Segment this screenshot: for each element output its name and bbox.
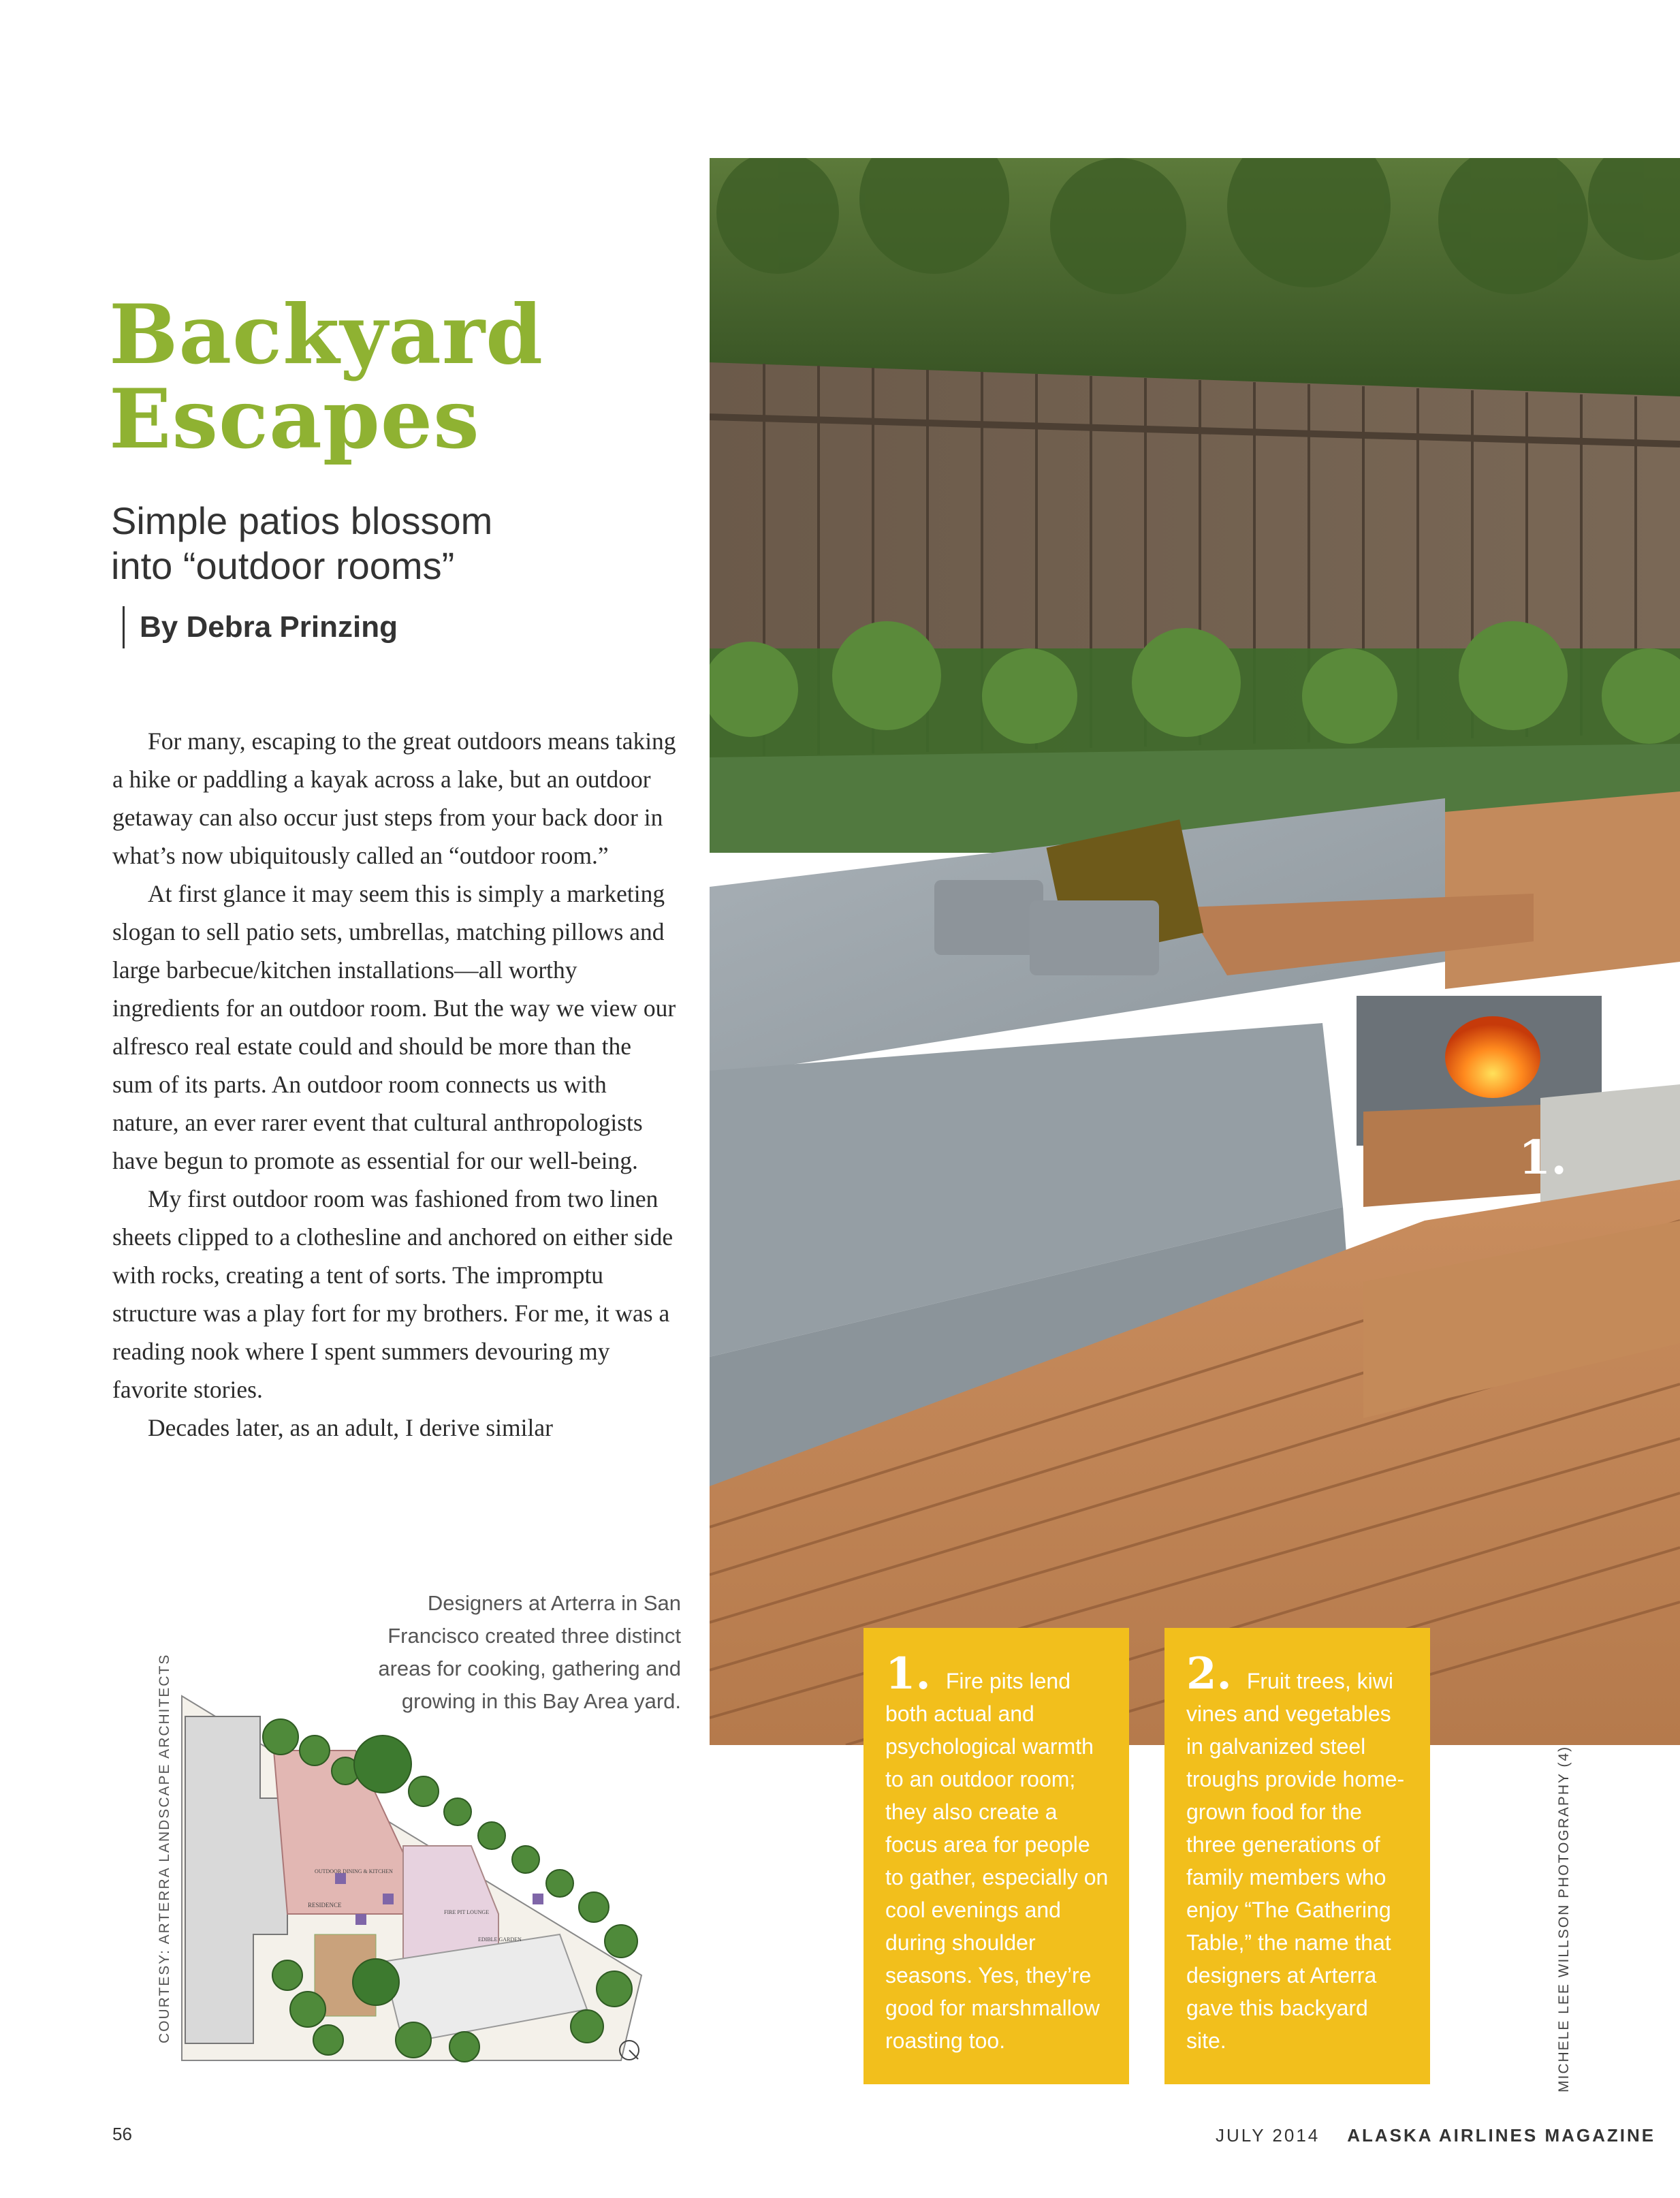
- plan-tree: [512, 1846, 539, 1873]
- subtitle-line-2: into “outdoor rooms”: [111, 544, 455, 587]
- plan-label-residence: RESIDENCE: [308, 1902, 342, 1909]
- plan-tree: [409, 1776, 439, 1806]
- photo-fire: [1445, 1016, 1540, 1098]
- plan-tree: [313, 2025, 343, 2055]
- body-paragraph-2: At first glance it may seem this is simply a marketing slogan to sell patio sets, umbrellas, matching pillows and large barbecue/kitchen installations—all worthy ingredients for an outdoor room. But the way we view our alfresco real estate could and should be more than the sum of its parts. An outdoor room connects us with nature, an ever rarer event that cultural anthropologists have begun to promote as essential for our well-being.: [112, 880, 676, 1174]
- article-subtitle: [111, 499, 629, 588]
- photo-pillow-grey-1: [934, 880, 1043, 955]
- plan-chair: [533, 1894, 543, 1904]
- callout-number: 1.: [885, 1648, 931, 1699]
- photo-pillow-grey-2: [1030, 900, 1159, 975]
- plan-tree: [353, 1959, 399, 2005]
- photo-firepit-step: [1363, 1105, 1540, 1207]
- diagram-credit: COURTESY: ARTERRA LANDSCAPE ARCHITECTS: [157, 1653, 172, 2043]
- site-plan-diagram: [178, 1689, 648, 2071]
- plan-tree: [290, 1992, 326, 2027]
- plan-label-lounge: FIRE PIT LOUNGE: [444, 1909, 490, 1915]
- issue-date: JULY 2014: [1216, 2125, 1320, 2146]
- title-line-1: Backyard: [109, 287, 543, 383]
- callout-number: 2.: [1186, 1648, 1232, 1699]
- plan-tree: [605, 1925, 637, 1958]
- callout-text: Fire pits lend both actual and psychological warmth to an outdoor room; they also create a focus area for people to gather, especially on cool evenings and during shoulder seasons. Yes, they’re good for marshmallow roasting too.: [885, 1669, 1109, 2053]
- plan-tree: [546, 1870, 573, 1897]
- body-paragraph-3: My first outdoor room was fashioned from two linen sheets clipped to a clothesline and anchored on either side with rocks, creating a tent of sorts. The impromptu structure was a play fort for my brothers. For me, it was a reading nook where I spent summers devouring my favorite stories.: [112, 1185, 673, 1403]
- plan-chair: [355, 1914, 366, 1925]
- plan-label-garden: EDIBLE GARDEN: [478, 1936, 522, 1943]
- title-line-2: Escapes: [109, 371, 480, 467]
- plan-label-dining: OUTDOOR DINING & KITCHEN: [315, 1868, 393, 1874]
- page-number: 56: [112, 2124, 132, 2144]
- body-paragraph-1: For many, escaping to the great outdoors means taking a hike or paddling a kayak across a lake, but an outdoor getaway can also occur just steps from your back door in what’s now ubiquitously called an “outdoor room.”: [112, 727, 676, 869]
- plan-tree: [444, 1798, 471, 1825]
- plan-tree: [354, 1736, 411, 1793]
- plan-chair: [383, 1894, 394, 1904]
- callout-fire-pits: [863, 1628, 1129, 2084]
- magazine-name: ALASKA AIRLINES MAGAZINE: [1347, 2125, 1656, 2146]
- subtitle-line-1: Simple patios blossom: [111, 499, 493, 542]
- photo-wooden-bench: [1445, 791, 1680, 989]
- callout-fruit-trees: [1164, 1628, 1430, 2084]
- article-title: [109, 287, 627, 467]
- callout-text: Fruit trees, kiwi vines and vegetables in galvanized steel troughs provide home-grown food for the three generations of family members who enjoy “The Gathering Table,” the name that designers at Arterra gave this backyard site.: [1186, 1669, 1405, 2053]
- plan-tree: [478, 1822, 505, 1849]
- plan-lounge-area: [403, 1846, 498, 1962]
- plan-chair: [335, 1873, 346, 1884]
- plan-tree: [300, 1736, 330, 1765]
- plan-tree: [579, 1892, 609, 1922]
- photo-number-label: 1.: [1519, 1131, 1567, 1185]
- page-footer: [1216, 2125, 1655, 2146]
- plan-tree: [272, 1960, 302, 1990]
- plan-tree: [263, 1719, 298, 1755]
- photo-credit: MICHELE LEE WILLSON PHOTOGRAPHY (4): [1556, 1745, 1572, 2092]
- plan-tree: [597, 1971, 632, 2007]
- diagram-caption: Designers at Arterra in San Francisco created three distinct areas for cooking, gathering and growing in this Bay Area yard.: [378, 1591, 681, 1713]
- plan-tree: [571, 2010, 603, 2043]
- backyard-photo: [710, 158, 1680, 1745]
- body-paragraph-4: Decades later, as an adult, I derive similar: [148, 1414, 553, 1441]
- plan-tree: [449, 2032, 479, 2062]
- plan-tree: [396, 2022, 431, 2058]
- byline: By Debra Prinzing: [123, 606, 398, 648]
- article-body: [112, 722, 678, 1447]
